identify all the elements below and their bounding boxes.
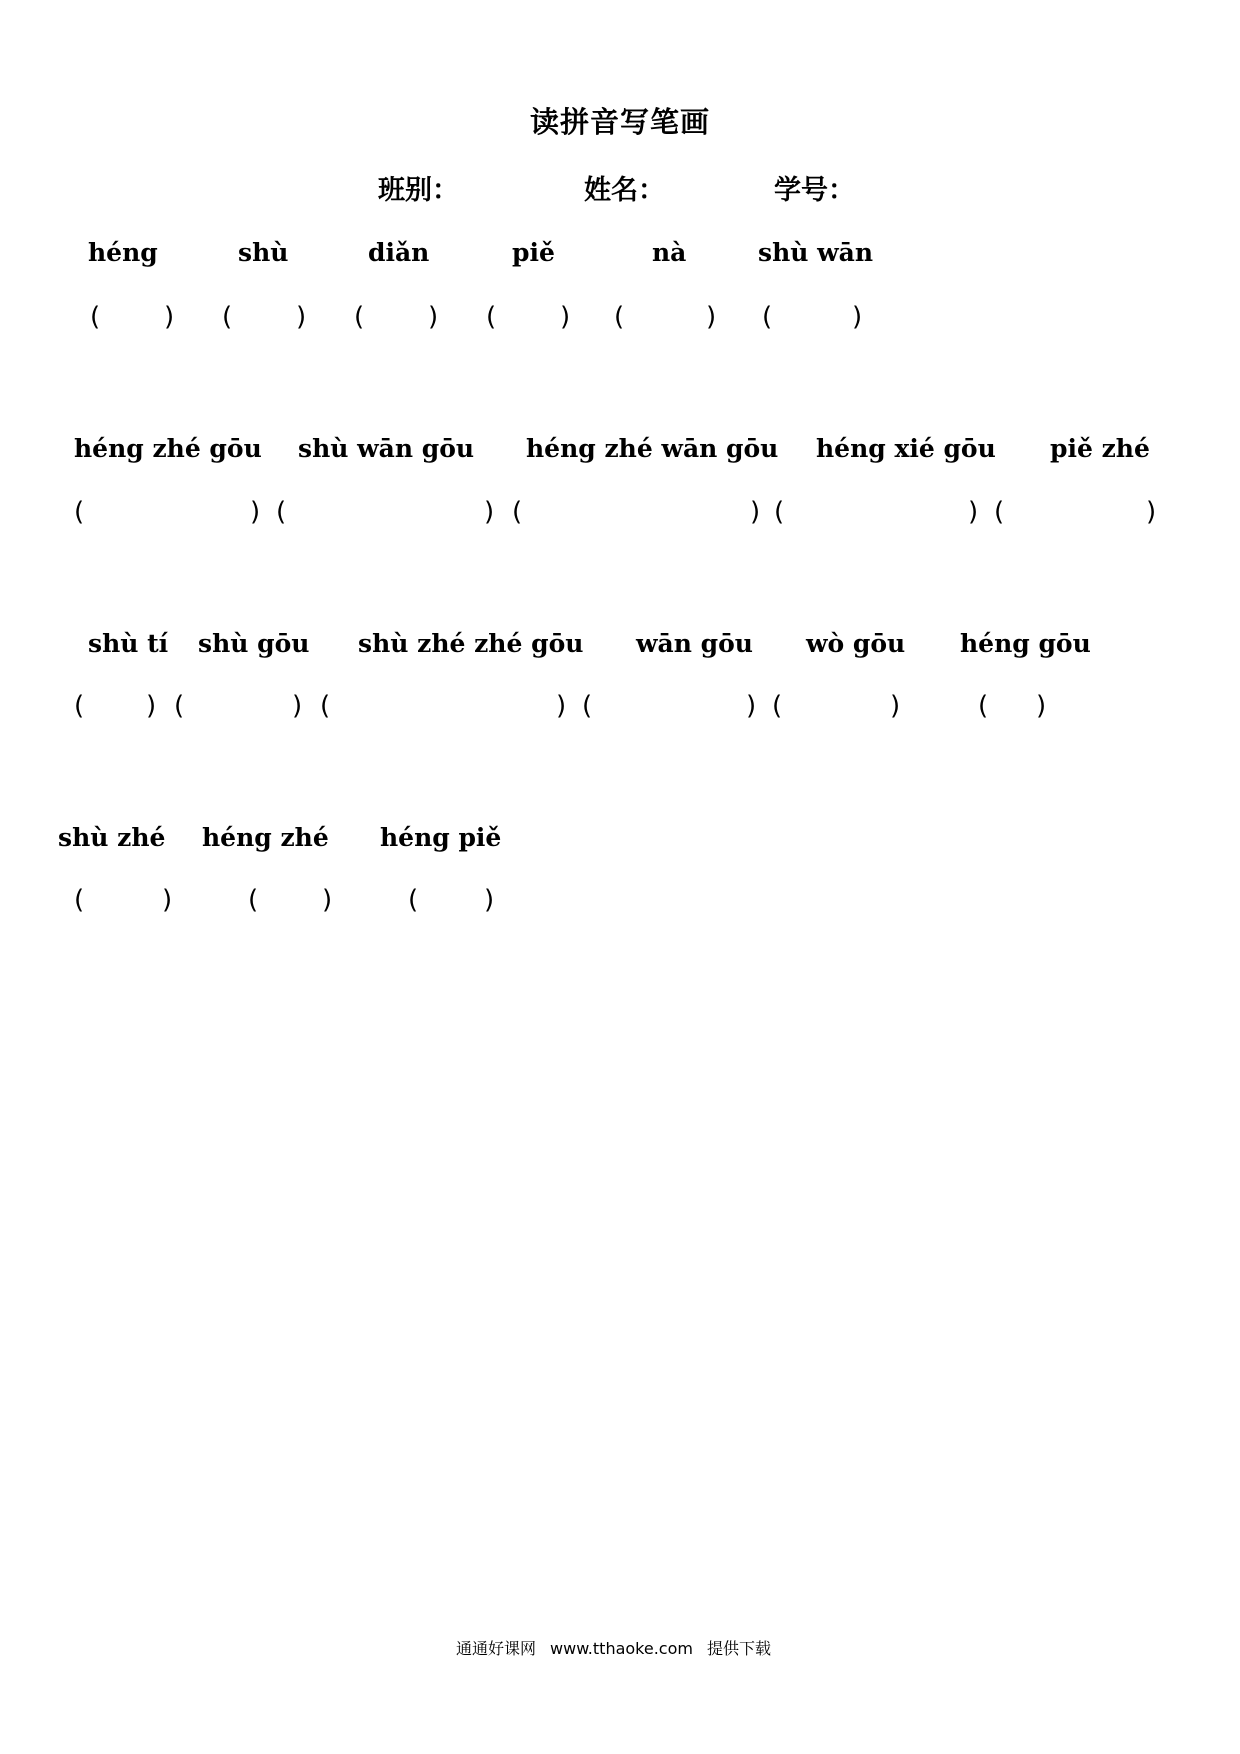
answer-paren-close: ): [560, 302, 571, 332]
pinyin-na: nà: [652, 238, 687, 267]
answer-paren-close: ): [322, 885, 333, 915]
answer-paren-open: (: [978, 691, 989, 721]
footer-site-name: 通通好课网: [456, 1639, 537, 1658]
pinyin-heng-zhe-gou: héng zhé gōu: [74, 434, 262, 463]
page-title: 读拼音写笔画: [529, 105, 710, 139]
answer-paren-open: (: [408, 885, 419, 915]
answer-paren-open: (: [248, 885, 259, 915]
pinyin-shu: shù: [238, 238, 289, 267]
answer-paren-open: (: [994, 497, 1005, 527]
answer-paren-open: (: [74, 885, 85, 915]
answer-paren-open: (: [614, 302, 625, 332]
answer-paren-open: (: [222, 302, 233, 332]
answer-paren-open: (: [774, 497, 785, 527]
answer-paren-close: ): [1146, 497, 1157, 527]
pinyin-pie-zhe: piě zhé: [1050, 434, 1150, 463]
pinyin-shu-zhe-zhe-gou: shù zhé zhé gōu: [358, 629, 584, 658]
answer-paren-close: ): [484, 885, 495, 915]
answer-paren-open: (: [90, 302, 101, 332]
footer-url[interactable]: www.tthaoke.com: [550, 1639, 693, 1658]
pinyin-heng-zhe-wan-gou: héng zhé wān gōu: [526, 434, 779, 463]
answer-paren-close: ): [1036, 691, 1047, 721]
answer-paren-open: (: [74, 497, 85, 527]
answer-paren-close: ): [746, 691, 757, 721]
pinyin-shu-wan-gou: shù wān gōu: [298, 434, 475, 463]
pinyin-shu-gou: shù gōu: [198, 629, 310, 658]
class-label: 班别：: [378, 175, 459, 206]
answer-paren-close: ): [292, 691, 303, 721]
answer-paren-close: ): [750, 497, 761, 527]
footer: [456, 1636, 785, 1659]
pinyin-wan-gou: wān gōu: [636, 629, 753, 658]
answer-paren-open: (: [762, 302, 773, 332]
answer-paren-open: (: [74, 691, 85, 721]
footer-note: 提供下载: [706, 1639, 771, 1658]
pinyin-pie: piě: [512, 238, 555, 267]
answer-paren-open: (: [512, 497, 523, 527]
answer-paren-close: ): [852, 302, 863, 332]
answer-paren-open: (: [174, 691, 185, 721]
pinyin-dian: diǎn: [368, 238, 430, 267]
answer-paren-open: (: [486, 302, 497, 332]
answer-paren-close: ): [146, 691, 157, 721]
answer-paren-open: (: [276, 497, 287, 527]
answer-paren-close: ): [968, 497, 979, 527]
answer-paren-close: ): [890, 691, 901, 721]
answer-paren-close: ): [706, 302, 717, 332]
pinyin-heng-zhe: héng zhé: [202, 823, 329, 852]
answer-paren-close: ): [484, 497, 495, 527]
pinyin-heng: héng: [88, 238, 158, 267]
pinyin-shu-zhe: shù zhé: [58, 823, 166, 852]
pinyin-heng-pie: héng piě: [380, 823, 502, 852]
answer-paren-open: (: [320, 691, 331, 721]
answer-paren-close: ): [296, 302, 307, 332]
answer-paren-close: ): [162, 885, 173, 915]
pinyin-heng-xie-gou: héng xié gōu: [816, 434, 996, 463]
answer-paren-open: (: [582, 691, 593, 721]
pinyin-wo-gou: wò gōu: [806, 629, 906, 658]
pinyin-heng-gou: héng gōu: [960, 629, 1091, 658]
answer-paren-close: ): [164, 302, 175, 332]
answer-paren-close: ): [428, 302, 439, 332]
name-label: 姓名：: [584, 175, 665, 206]
answer-paren-close: ): [556, 691, 567, 721]
answer-paren-close: ): [250, 497, 261, 527]
student-number-label: 学号：: [774, 175, 855, 206]
pinyin-shu-wan: shù wān: [758, 238, 874, 267]
pinyin-shu-ti: shù tí: [88, 629, 169, 658]
answer-paren-open: (: [354, 302, 365, 332]
answer-paren-open: (: [772, 691, 783, 721]
